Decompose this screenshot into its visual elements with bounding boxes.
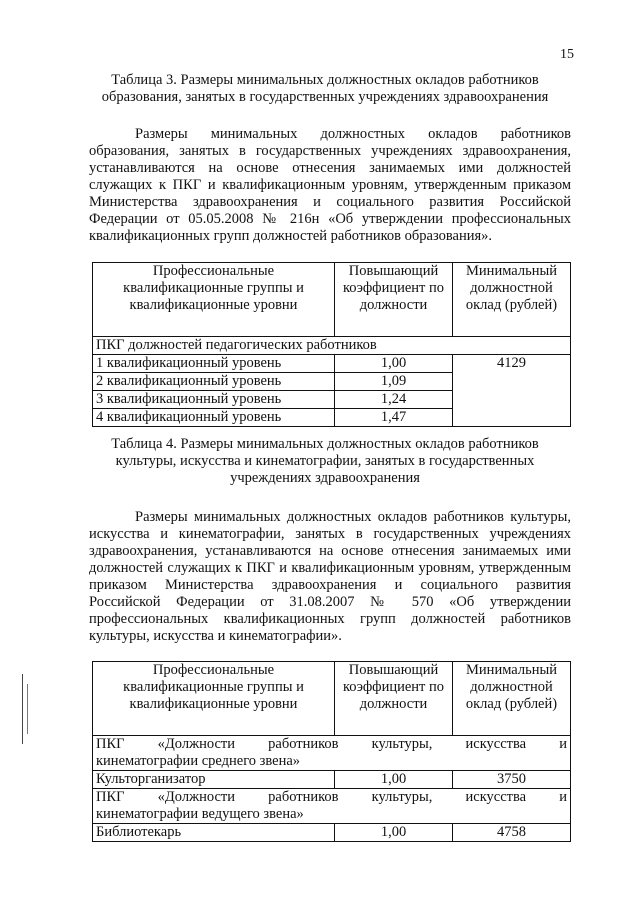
table-row xyxy=(93,824,571,842)
table3-header-coefficient: Повышающий коэффициент по должности xyxy=(335,263,453,337)
table3-paragraph: Размеры минимальных должностных окладов работников образования, занятых в государственных учреждениях здравоохранения, устанавливаются на основе отнесения занимаемых ими должностей служащих к ПКГ и квалификационным уровням, утвержденным приказом Министерства здравоохранения и социального развития Российской Федерации от 05.05.2008 № 216н «Об утверждении профессиональных квалификационных групп должностей работников образования». xyxy=(89,126,571,244)
table3-coef-1: 1,00 xyxy=(335,355,453,373)
table3-level-4: 4 квалификационный уровень xyxy=(93,409,335,427)
scan-margin-mark xyxy=(22,674,23,744)
table4-group1-line2: кинематографии среднего звена» xyxy=(96,753,301,769)
table-row xyxy=(93,355,571,373)
table4-salary-2: 4758 xyxy=(453,824,571,842)
table4-coef-1: 1,00 xyxy=(335,771,453,789)
table4-position-1: Культорганизатор xyxy=(93,771,335,789)
table4-group1 xyxy=(93,736,571,771)
table4-paragraph: Размеры минимальных должностных окладов работников культуры, искусства и кинематографии, занятых в государственных учреждениях здравоохранения, устанавливаются на основе отнесения занимаемых ими должностей служащих к ПКГ и квалификационным уровням, утвержденным приказом Министерства здравоохранения и социального развития Российской Федерации от 31.08.2007 № 570 «Об утверждении профессиональных квалификационных групп должностей работников культуры, искусства и кинематографии». xyxy=(89,509,571,644)
table4-caption-line2: культуры, искусства и кинематографии, занятых в государственных xyxy=(115,453,535,469)
table3-group-title: ПКГ должностей педагогических работников xyxy=(93,337,571,355)
table4 xyxy=(92,661,571,842)
table4-group2 xyxy=(93,789,571,824)
table3-coef-4: 1,47 xyxy=(335,409,453,427)
table4-caption xyxy=(90,436,560,487)
table4-salary-1: 3750 xyxy=(453,771,571,789)
table3 xyxy=(92,262,571,427)
table3-level-3: 3 квалификационный уровень xyxy=(93,391,335,409)
table3-coef-2: 1,09 xyxy=(335,373,453,391)
table3-header-salary: Минимальный должностной оклад (рублей) xyxy=(453,263,571,337)
table4-position-2: Библиотекарь xyxy=(93,824,335,842)
table4-header-salary: Минимальный должностной оклад (рублей) xyxy=(453,662,571,736)
table4-coef-2: 1,00 xyxy=(335,824,453,842)
table3-salary: 4129 xyxy=(453,355,571,427)
table3-level-2: 2 квалификационный уровень xyxy=(93,373,335,391)
table4-header-coefficient: Повышающий коэффициент по должности xyxy=(335,662,453,736)
table3-caption-line1: Таблица 3. Размеры минимальных должностных окладов работников xyxy=(111,72,539,88)
table3-level-1: 1 квалификационный уровень xyxy=(93,355,335,373)
table-row xyxy=(93,771,571,789)
table3-caption xyxy=(90,72,560,106)
table4-caption-line1: Таблица 4. Размеры минимальных должностных окладов работников xyxy=(111,436,539,452)
table3-coef-3: 1,24 xyxy=(335,391,453,409)
table4-group1-line1: ПКГ «Должности работников культуры, искусства и xyxy=(96,736,567,752)
table4-caption-line3: учреждениях здравоохранения xyxy=(230,470,420,486)
table4-group2-line2: кинематографии ведущего звена» xyxy=(96,806,304,822)
table4-group2-line1: ПКГ «Должности работников культуры, искусства и xyxy=(96,789,567,805)
scan-margin-mark xyxy=(27,684,28,734)
table4-header-groups: Профессиональные квалификационные группы и квалификационные уровни xyxy=(93,662,335,736)
table3-caption-line2: образования, занятых в государственных учреждениях здравоохранения xyxy=(101,89,549,105)
table3-header-groups: Профессиональные квалификационные группы и квалификационные уровни xyxy=(93,263,335,337)
page-number: 15 xyxy=(560,47,574,62)
